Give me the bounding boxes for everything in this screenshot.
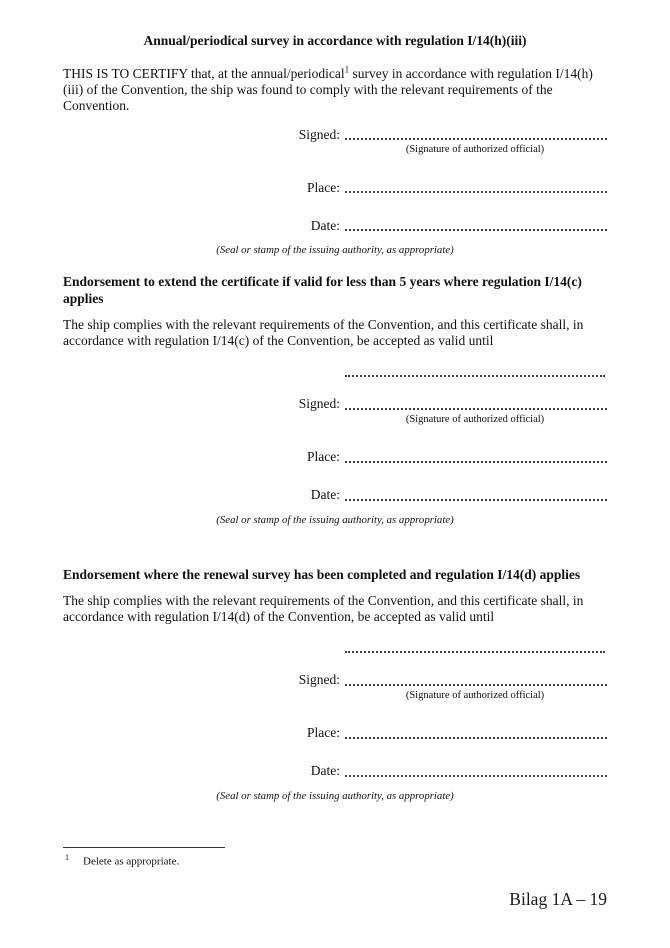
page-number: Bilag 1A – 19: [509, 889, 607, 910]
place-line[interactable]: [345, 737, 607, 739]
signed-row: [63, 125, 607, 142]
date-row: [63, 486, 607, 503]
signature-caption: (Signature of authorized official): [405, 144, 545, 156]
certify-text-before: THIS IS TO CERTIFY that, at the annual/periodical: [63, 66, 345, 81]
footnote-ref-1: 1: [344, 64, 350, 75]
valid-until-line[interactable]: [345, 375, 605, 377]
date-line[interactable]: [345, 229, 607, 231]
footnote-marker: 1: [65, 853, 69, 863]
date-row: [63, 762, 607, 779]
renewal-statement: The ship complies with the relevant requirements of the Convention, and this certificate shall, in accordance with regulation I/14(d) of the Convention, be accepted as valid until: [63, 593, 584, 625]
signature-block-2: [63, 395, 607, 527]
date-line[interactable]: [345, 499, 607, 501]
date-row: [63, 216, 607, 233]
date-line[interactable]: [345, 775, 607, 777]
footnote-divider: [63, 847, 225, 848]
certify-text-after: survey in accordance with regulation I/14(h)(iii) of the Convention, the ship was found to comply with the relevant requirements of the Convention.: [63, 66, 593, 113]
seal-stamp-note: (Seal or stamp of the issuing authority, as appropriate): [216, 790, 454, 803]
place-label: Place:: [307, 449, 340, 465]
signed-label: Signed:: [298, 672, 340, 688]
place-line[interactable]: [345, 461, 607, 463]
footnote-label: Delete as appropriate.: [83, 855, 180, 868]
date-label: Date:: [310, 487, 340, 503]
seal-stamp-note: (Seal or stamp of the issuing authority, as appropriate): [216, 513, 454, 526]
signed-line[interactable]: [345, 138, 607, 140]
signed-line[interactable]: [345, 684, 607, 686]
extension-statement: The ship complies with the relevant requirements of the Convention, and this certificate shall, in accordance with regulation I/14(c) of the Convention, be accepted as valid until: [63, 317, 584, 349]
signature-caption: (Signature of authorized official): [405, 690, 545, 702]
seal-stamp-note: (Seal or stamp of the issuing authority, as appropriate): [216, 244, 454, 257]
date-label: Date:: [310, 217, 340, 233]
certify-statement: [63, 66, 607, 113]
place-label: Place:: [307, 179, 340, 195]
footnote: [63, 847, 607, 869]
signed-row: [63, 671, 607, 688]
signed-label: Signed:: [298, 396, 340, 412]
signature-block-1: [63, 125, 607, 257]
place-row: [63, 448, 607, 465]
place-row: [63, 724, 607, 741]
date-label: Date:: [310, 763, 340, 779]
place-line[interactable]: [345, 191, 607, 193]
place-label: Place:: [307, 725, 340, 741]
footnote-text: [63, 851, 607, 869]
signature-caption: (Signature of authorized official): [405, 413, 545, 425]
signed-label: Signed:: [298, 126, 340, 142]
section-heading-renewal: Endorsement where the renewal survey has been completed and regulation I/14(d) applies: [63, 566, 581, 582]
valid-until-line[interactable]: [345, 651, 605, 653]
section-heading-extension: Endorsement to extend the certificate if valid for less than 5 years where regulation I/14(c) applies: [63, 274, 582, 306]
signed-row: [63, 395, 607, 412]
page-title: Annual/periodical survey in accordance with regulation I/14(h)(iii): [143, 33, 527, 48]
signed-line[interactable]: [345, 408, 607, 410]
signature-block-3: [63, 671, 607, 803]
place-row: [63, 178, 607, 195]
